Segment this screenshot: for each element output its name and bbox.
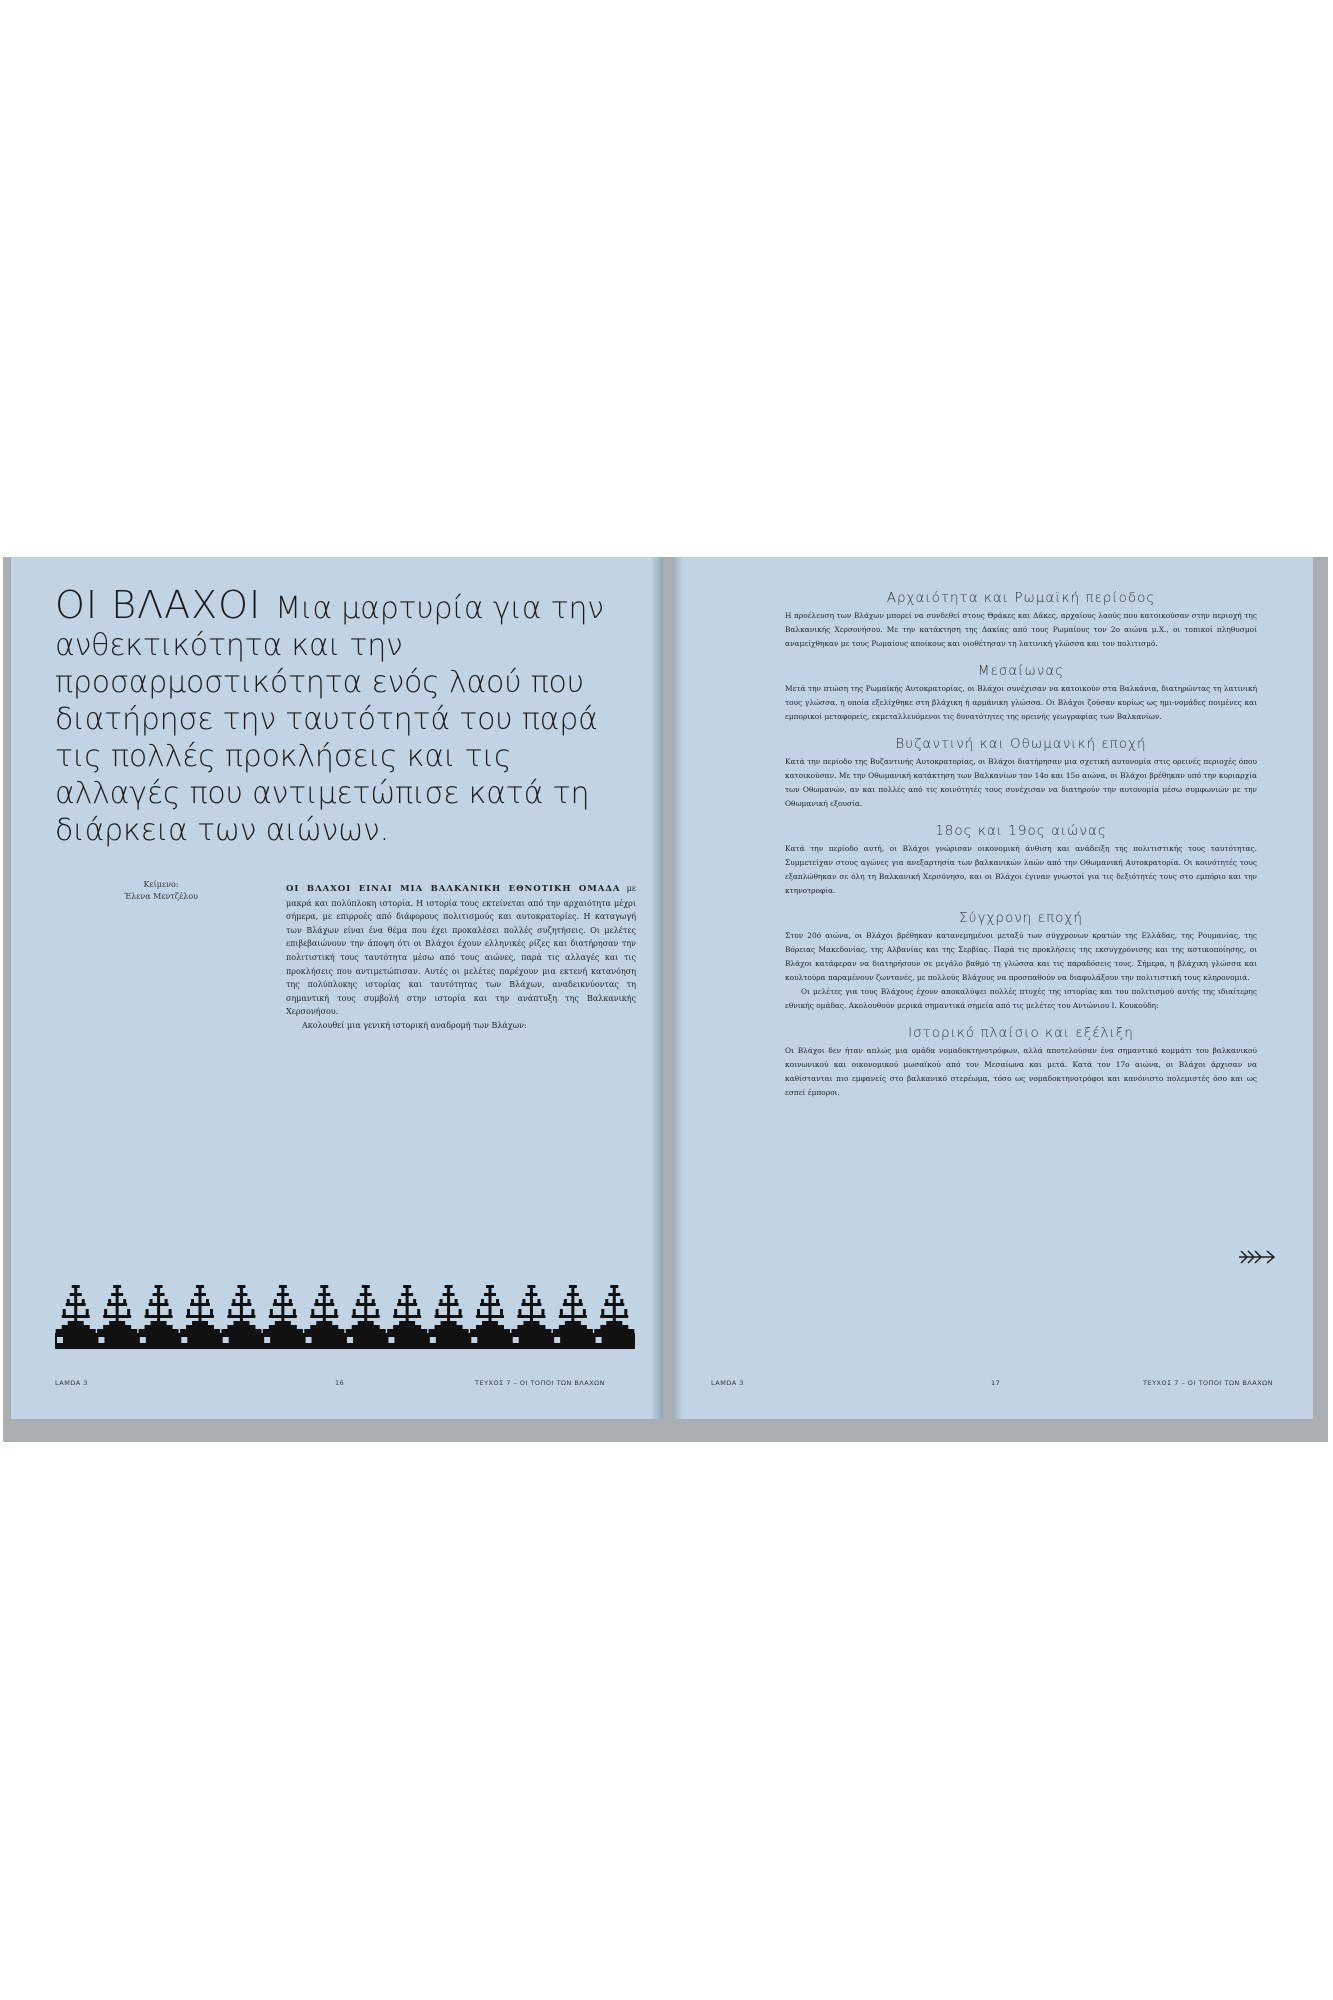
section-paragraph: Στον 20ό αιώνα, οι Βλάχοι βρέθηκαν κατανεμημένοι μεταξύ των σύγχρονων κρατών της Ελλάδας, της Ρουμανίας, της Βόρειας Μακεδονίας, της Αλβανίας και της Σερβίας. Παρά τις προκλήσεις της εκσυγχρόνισης και της αστικοποίησης, οι Βλάχοι κατάφεραν να διατηρήσουν σε μεγάλο βαθμό τη γλώσσα και τις παραδόσεις τους. Σήμερα, η βλάχικη γλώσσα και κουλτούρα παραμένουν ζωντανές, με πολλούς Βλάχους να προσπαθούν να διαφυλάξουν την πολιτιστική τους κληρονομιά. (785, 931, 1257, 982)
folio-magazine: LAMDA 3 (55, 1379, 88, 1387)
page-number: 17 (991, 1379, 1001, 1387)
section-paragraph: Οι Βλάχοι δεν ήταν απλώς μια ομάδα νομαδοκτηνοτρόφων, αλλά αποτελούσαν ένα σημαντικό κομμάτι του βαλκανικού κοινωνικού και οικονομικού μωσαϊκού από τον Μεσαίωνα και μετά. Κατά τον 17ο αιώνα, οι Βλάχοι άρχισαν να καθίστανται πιο εμφανείς στο βαλκανικό στερέωμα, τόσο ως νομαδοκτηνοτρόφοι και κανόνιστο πολεμιστές όσο και ως εσπεί έμποροι. (785, 1046, 1257, 1097)
section-heading: Σύγχρονη εποχή (959, 910, 1083, 926)
credits (106, 879, 216, 903)
folio-issue: ΤΕΥΧΟΣ 7 – ΟΙ ΤΟΠΟΙ ΤΩΝ ΒΛΑΧΩΝ (475, 1379, 605, 1387)
intro-text (286, 882, 636, 1033)
section-paragraph: Η προέλευση των Βλάχων μπορεί να συνδεθεί στους Θράκες και Δάκες, αρχαίους λαούς που κατοικούσαν στην περιοχή της Βαλκανικής Χερσονήσου. Με την κατάκτηση της Δακίας από τους Ρωμαίους τον 2ο αιώνα μ.Χ., οι τοπικοί πληθυσμοί αναμείχθηκαν με τους Ρωμαίους αποίκους και υιοθέτησαν τη λατινική γλώσσα και τον πολιτισμό. (785, 611, 1257, 648)
intro-body: με μακρά και πολύπλοκη ιστορία. Η ιστορία τους εκτείνεται από την αρχαιότητα μέχρι σήμερα, με επιρροές από διάφορους πολιτισμούς και αυτοκρατορίες. Η καταγωγή των Βλάχων είναι ένα θέμα που έχει προκαλέσει πολλές συζητήσεις. Οι μελέτες επιβεβαιώνουν την άποψη ότι οι Βλάχοι έχουν ελληνικές ρίζες και διατήρησαν την πολιτιστική τους ταυτότητα μέσω από τους αιώνες, παρά τις αλλαγές και τις προκλήσεις που αντιμετώπισαν. Αυτές οι μελέτες παρέχουν μια εκτενή κατανόηση της πολύπλοκης ιστορίας και ταυτότητας των Βλάχων, αναδεικνύοντας τη σημαντική τους συμβολή στην ιστορία και την ανάπτυξη της Βαλκανικής Χερσονήσου. (286, 884, 636, 1017)
section-heading: Ιστορικό πλαίσιο και εξέλιξη (908, 1025, 1134, 1041)
intro-follow: Ακολουθεί μια γενική ιστορική αναδρομή των Βλάχων: (302, 1020, 527, 1030)
section-body (785, 1044, 1257, 1100)
arrow-right-icon (1237, 1247, 1277, 1267)
credits-name: Έλενα Μεντζέλου (123, 892, 199, 901)
article-title (55, 583, 615, 849)
section-body (785, 755, 1257, 811)
article-sections (785, 590, 1257, 1112)
left-page (11, 557, 663, 1419)
section-body (785, 682, 1257, 724)
title-main: ΟΙ ΒΛΑΧΟΙ (55, 583, 262, 627)
folio-issue: ΤΕΥΧΟΣ 7 – ΟΙ ΤΟΠΟΙ ΤΩΝ ΒΛΑΧΩΝ (1143, 1379, 1273, 1387)
section-heading: Αρχαιότητα και Ρωμαϊκή περίοδος (886, 590, 1156, 606)
folio-magazine: LAMDA 3 (711, 1379, 744, 1387)
section-body (785, 842, 1257, 898)
gutter-shadow-right (673, 557, 683, 1419)
section-paragraph: Μετά την πτώση της Ρωμαϊκής Αυτοκρατορίας, οι Βλάχοι συνέχισαν να κατοικούν στα Βαλκάνια, διατηρώντας τη λατινική τους γλώσσα, η οποία εξελίχθηκε στη βλάχικη ή αρμάνικη γλώσσα. Οι Βλάχοι ζούσαν κυρίως ως ημι-νομάδες ποιμένες και εμπορικοί μεταφορείς, εκμεταλλευόμενοι τις δυνατότητες της ορεινής γεωγραφίας των Βαλκανίων. (785, 684, 1257, 721)
embroidery-pattern-icon (55, 1285, 635, 1349)
section-heading: Βυζαντινή και Οθωμανική εποχή (895, 736, 1147, 752)
intro-lead: ΟΙ ΒΛΑΧΟΙ ΕΙΝΑΙ ΜΙΑ ΒΑΛΚΑΝΙΚΗ ΕΘΝΟΤΙΚΗ ΟΜΑΔΑ (286, 884, 621, 894)
title-subtitle: Μια μαρτυρία για την ανθεκτικότητα και την προσαρμοστικότητα ενός λαού που διατήρησε την ταυτότητά του παρά τις πολλές προκλήσεις και τις αλλαγές που αντιμετώπισε κατά τη διάρκεια των αιώνων. (55, 591, 604, 848)
section-heading: Μεσαίωνας (977, 663, 1065, 679)
section-paragraph: Οι μελέτες για τους Βλάχους έχουν αποκαλύψει πολλές πτυχές της ιστορίας και του πολιτισμού αυτής της ιδιαίτερης εθνικής ομάδας. Ακολουθούν μερικά σημαντικά σημεία από τις μελέτες του Αντώνιου Ι. Κουκούδη: (785, 987, 1257, 1010)
gutter-shadow-left (651, 557, 663, 1419)
magazine-spread (3, 557, 1328, 1442)
right-page (673, 557, 1313, 1419)
section-paragraph: Κατά την περίοδο αυτή, οι Βλάχοι γνώρισαν οικονομική άνθιση και ανάδειξη της πολιτιστικής τους ταυτότητας. Συμμετείχαν στους αγώνες για ανεξαρτησία των βαλκανικών λαών από την Οθωμανική Αυτοκρατορία. Οι κοινότητές τους εξαπλώθηκαν σε όλη τη Βαλκανική Χερσόνησο, και οι Βλάχοι έγιναν γνωστοί για τις δεξιότητές τους στο εμπόριο και την κτηνοτροφία. (785, 844, 1257, 895)
section-body (785, 609, 1257, 651)
section-heading: 18ος και 19ος αιώνας (935, 823, 1107, 839)
credits-label: Κείμενο: (143, 880, 179, 889)
section-paragraph: Κατά την περίοδο της Βυζαντινής Αυτοκρατορίας, οι Βλάχοι διατήρησαν μια σχετική αυτονομία στις ορεινές περιοχές όπου κατοικούσαν. Με την Οθωμανική κατάκτηση των Βαλκανίων τον 14ο και 15ο αιώνα, οι Βλάχοι βρέθηκαν υπό την κυριαρχία των Οθωμανών, αν και πολλές από τις κοινότητές τους συνέχισαν να διατηρούν την αυτονομία μέσω συμφωνιών με την Οθωμανική εξουσία. (785, 757, 1257, 808)
page-number: 16 (335, 1379, 345, 1387)
section-body (785, 929, 1257, 1013)
